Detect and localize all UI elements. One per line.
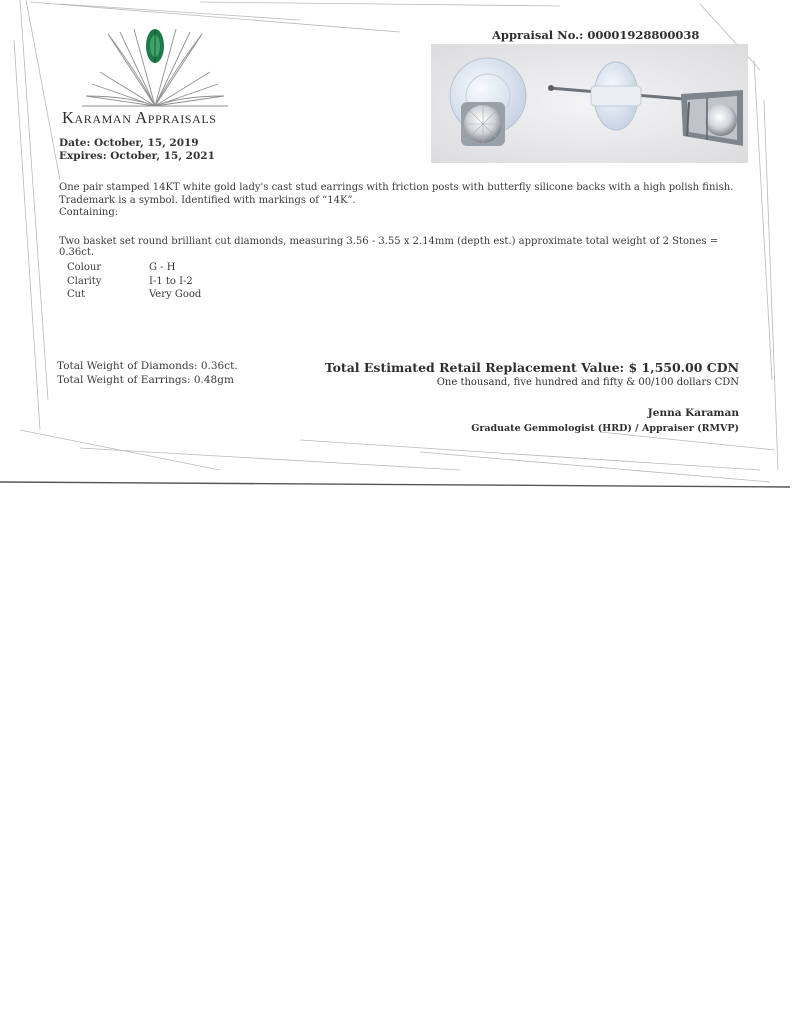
dates-block bbox=[59, 137, 215, 163]
weights-block bbox=[57, 360, 238, 387]
item-description bbox=[59, 182, 749, 220]
appraiser-title: Graduate Gemmologist (HRD) / Appraiser (RMVP) bbox=[471, 423, 739, 434]
grade-value: I-1 to I-2 bbox=[149, 275, 193, 287]
grade-label: Clarity bbox=[67, 275, 102, 287]
grade-row bbox=[67, 275, 201, 289]
replacement-value: Total Estimated Retail Replacement Value: $ 1,550.00 CDN bbox=[324, 360, 739, 375]
grade-row bbox=[67, 288, 201, 302]
expiry-date: Expires: October, 15, 2021 bbox=[59, 150, 215, 162]
appraisal-number: Appraisal No.: 00001928800038 bbox=[492, 28, 700, 42]
grade-value: G - H bbox=[149, 262, 176, 273]
grade-row bbox=[67, 261, 201, 275]
grade-value: Very Good bbox=[149, 289, 202, 300]
grade-label: Colour bbox=[67, 262, 102, 273]
valuation-block bbox=[325, 360, 739, 390]
brand-name: Karaman Appraisals bbox=[62, 108, 217, 127]
description-line: Containing: bbox=[59, 207, 119, 218]
appraiser-name: Jenna Karaman bbox=[647, 407, 739, 419]
description-line: One pair stamped 14KT white gold lady's cast stud earrings with friction posts with butterfly silicone backs with a high polish finish. bbox=[59, 182, 734, 193]
signature-block bbox=[471, 406, 739, 436]
value-in-words: One thousand, five hundred and fifty & 00/100 dollars CDN bbox=[436, 377, 739, 388]
earring-photo bbox=[431, 44, 748, 163]
emerald-logo-icon bbox=[78, 24, 233, 114]
appraisal-sheet bbox=[0, 0, 792, 490]
grade-label: Cut bbox=[67, 289, 86, 300]
appraisal-date: Date: October, 15, 2019 bbox=[59, 137, 199, 149]
stones-description: Two basket set round brilliant cut diamonds, measuring 3.56 - 3.55 x 2.14mm (depth est.) approximate total weight of 2 Stones = 0.36ct. bbox=[59, 236, 719, 258]
earring-weight: Total Weight of Earrings: 0.48gm bbox=[57, 373, 234, 386]
grading-table bbox=[67, 261, 201, 302]
diamond-weight: Total Weight of Diamonds: 0.36ct. bbox=[57, 360, 238, 372]
description-line: Trademark is a symbol. Identified with markings of “14K”. bbox=[59, 194, 356, 206]
